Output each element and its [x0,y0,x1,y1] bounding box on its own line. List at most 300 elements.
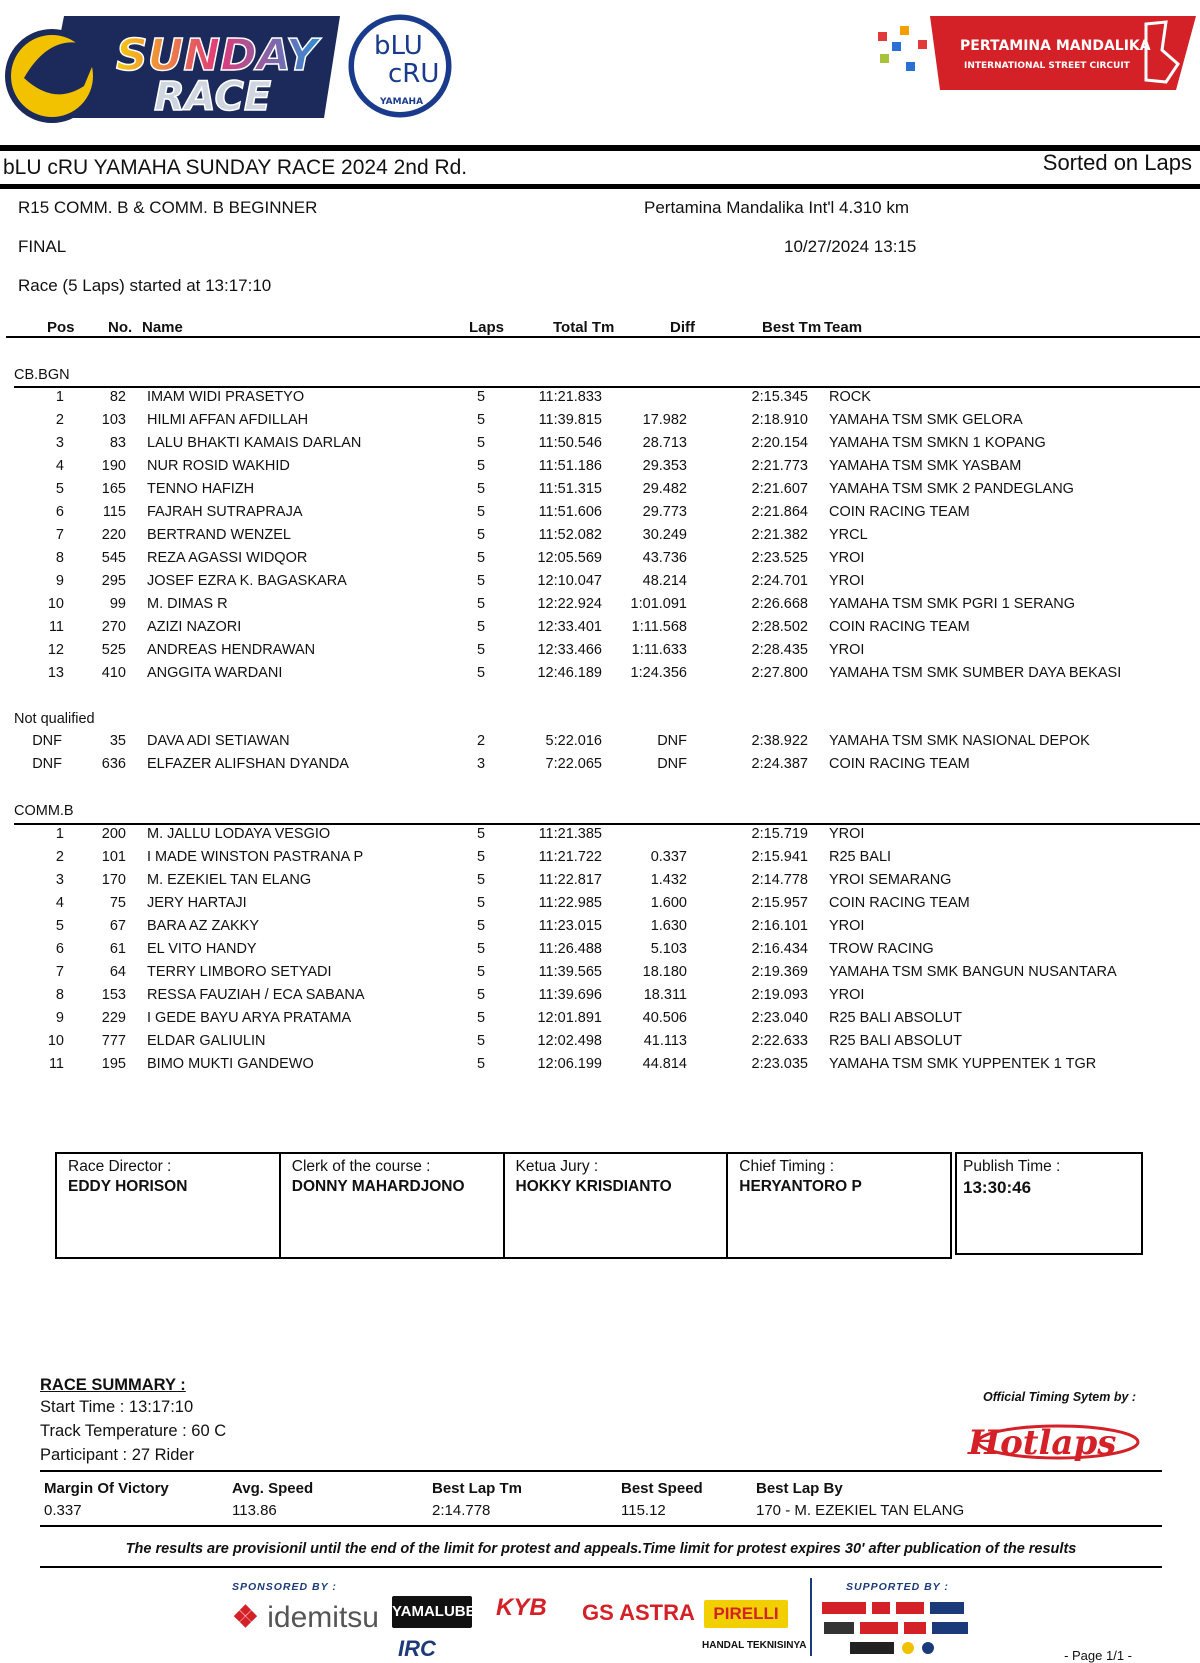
cell-name: JOSEF EZRA K. BAGASKARA [147,573,347,589]
official-clerk [281,1154,505,1257]
cell-laps: 5 [476,481,486,497]
group-underline [14,823,1200,825]
cell-no: 153 [101,987,126,1003]
cell-pos: 5 [55,481,64,497]
cell-pos: 12 [47,642,64,658]
result-row [0,987,1200,1010]
cell-total: 12:06.199 [537,1056,602,1072]
cell-name: NUR ROSID WAKHID [147,458,290,474]
result-row [0,1010,1200,1033]
cell-diff: 28.713 [642,435,687,451]
cell-team: COIN RACING TEAM [829,895,970,911]
supporter-logos [820,1600,980,1656]
cell-best: 2:14.778 [751,872,808,888]
publish-time-box [955,1152,1143,1255]
stat-label-best-lap: Best Lap Tm [432,1480,523,1497]
cell-pos: DNF [32,756,62,772]
cell-diff: 44.814 [642,1056,687,1072]
cell-no: 200 [101,826,126,842]
cell-laps: 5 [476,665,486,681]
group-underline [14,386,1200,388]
cell-pos: 7 [55,964,64,980]
stat-label-margin: Margin Of Victory [44,1480,169,1497]
officials-box [55,1152,952,1259]
cell-total: 11:39.565 [538,964,602,980]
cell-diff: 41.113 [643,1033,687,1049]
cell-no: 545 [101,550,126,566]
cell-total: 11:52.082 [538,527,602,543]
official-name: EDDY HORISON [68,1178,188,1195]
cell-diff: 40.506 [642,1010,687,1026]
cell-no: 777 [101,1033,126,1049]
cell-total: 11:50.546 [538,435,602,451]
cell-name: I MADE WINSTON PASTRANA P [147,849,364,865]
cell-diff: 43.736 [642,550,687,566]
cell-total: 12:10.047 [537,573,602,589]
sort-indicator: Sorted on Laps [1042,150,1192,175]
stat-value-margin: 0.337 [44,1502,82,1519]
summary-start-time: Start Time : 13:17:10 [40,1398,194,1416]
cell-total: 11:21.722 [538,849,602,865]
cell-pos: 4 [55,458,64,474]
cell-diff: 29.773 [642,504,687,520]
cell-best: 2:21.864 [751,504,808,520]
cell-pos: DNF [32,733,62,749]
sunday-logo-text: SUNDAY [116,30,318,81]
cell-no: 410 [101,665,126,681]
cell-diff: DNF [657,756,687,772]
cell-no: 99 [109,596,126,612]
cell-team: YAMAHA TSM SMK BANGUN NUSANTARA [829,964,1117,980]
cell-team: YAMAHA TSM SMK SUMBER DAYA BEKASI [829,665,1122,681]
cell-total: 11:51.315 [538,481,602,497]
cell-team: YROI [829,550,865,566]
cell-pos: 9 [55,573,64,589]
cell-best: 2:15.719 [751,826,808,842]
official-role: Chief Timing : [739,1158,835,1175]
cell-diff: 1:11.568 [631,619,687,635]
cell-diff: 29.482 [642,481,687,497]
cell-name: M. DIMAS R [147,596,228,612]
cell-name: BIMO MUKTI GANDEWO [147,1056,314,1072]
cell-diff: 18.311 [643,987,687,1003]
supported-by-label: SUPPORTED BY : [846,1581,949,1593]
cell-team: YAMAHA TSM SMK YUPPENTEK 1 TGR [829,1056,1097,1072]
cell-total: 12:46.189 [537,665,602,681]
cell-team: COIN RACING TEAM [829,619,970,635]
cell-laps: 2 [476,733,486,749]
cell-team: YAMAHA TSM SMK PGRI 1 SERANG [829,596,1076,612]
cell-laps: 5 [476,895,486,911]
cell-team: YAMAHA TSM SMK NASIONAL DEPOK [829,733,1090,749]
cell-laps: 5 [476,527,486,543]
col-name: Name [142,319,183,336]
cell-team: R25 BALI ABSOLUT [829,1010,962,1026]
cell-diff: 1:11.633 [631,642,687,658]
cell-name: TERRY LIMBORO SETYADI [147,964,332,980]
cell-no: 636 [101,756,126,772]
cell-best: 2:19.369 [751,964,808,980]
cell-laps: 5 [476,918,486,934]
cell-total: 11:21.385 [538,826,602,842]
cell-pos: 11 [48,1056,64,1072]
cell-team: YRCL [829,527,868,543]
cell-best: 2:23.035 [751,1056,808,1072]
col-best: Best Tm [762,319,822,336]
stat-value-best-speed: 115.12 [621,1502,666,1519]
cell-name: AZIZI NAZORI [147,619,242,635]
cell-no: 190 [101,458,126,474]
cell-total: 11:51.606 [538,504,602,520]
cell-no: 195 [101,1056,126,1072]
result-row [0,964,1200,987]
cell-no: 115 [102,504,126,520]
cell-total: 12:22.924 [537,596,602,612]
cell-best: 2:20.154 [751,435,808,451]
cell-name: I GEDE BAYU ARYA PRATAMA [147,1010,352,1026]
cell-no: 82 [109,389,126,405]
cell-total: 11:21.833 [538,389,602,405]
cell-laps: 5 [476,550,486,566]
cell-total: 11:39.815 [538,412,602,428]
result-row [0,826,1200,849]
race-logo-text: RACE [154,74,272,120]
cell-total: 12:33.466 [537,642,602,658]
disclaimer: The results are provisionil until the end of the limit for protest and appeals.Time limit for protest expires 30' after publication of the results [125,1541,1077,1557]
cell-no: 101 [101,849,126,865]
cell-pos: 6 [55,941,64,957]
cell-pos: 10 [47,1033,64,1049]
cell-diff: 0.337 [650,849,687,865]
result-row [0,527,1200,550]
official-role: Clerk of the course : [291,1158,431,1175]
cell-laps: 5 [476,826,486,842]
cell-team: R25 BALI ABSOLUT [829,1033,962,1049]
cell-total: 11:23.015 [538,918,602,934]
sunday-race-logo [4,6,340,124]
sponsored-by-label: SPONSORED BY : [232,1581,337,1593]
cell-pos: 6 [55,504,64,520]
cell-team: TROW RACING [829,941,934,957]
cell-laps: 5 [476,964,486,980]
cell-no: 170 [101,872,126,888]
result-row [0,481,1200,504]
cell-name: M. EZEKIEL TAN ELANG [147,872,312,888]
cell-best: 2:24.387 [751,756,808,772]
official-ketua-jury [505,1154,729,1257]
cell-laps: 5 [476,642,486,658]
result-row [0,550,1200,573]
cell-no: 220 [101,527,126,543]
cell-team: YAMAHA TSM SMK GELORA [829,412,1023,428]
cell-best: 2:26.668 [751,596,808,612]
cell-best: 2:16.434 [751,941,808,957]
cell-name: TENNO HAFIZH [147,481,255,497]
cell-name: ANGGITA WARDANI [147,665,283,681]
col-team: Team [824,319,863,336]
cell-pos: 2 [55,849,64,865]
cell-best: 2:28.502 [751,619,808,635]
cell-total: 11:39.696 [538,987,602,1003]
hotlaps-logo [962,1414,1146,1468]
cell-best: 2:15.957 [751,895,808,911]
cell-best: 2:27.800 [751,665,808,681]
cell-team: R25 BALI [829,849,892,865]
race-summary-title: RACE SUMMARY : [40,1376,186,1394]
cell-best: 2:21.382 [751,527,808,543]
cell-total: 11:26.488 [538,941,602,957]
cell-pos: 8 [55,987,64,1003]
cell-team: YAMAHA TSM SMK 2 PANDEGLANG [829,481,1074,497]
cell-laps: 5 [476,941,486,957]
result-row [0,1056,1200,1079]
result-row [0,573,1200,596]
cell-name: JERY HARTAJI [147,895,247,911]
cell-no: 229 [101,1010,126,1026]
cell-team: YROI [829,573,865,589]
cell-no: 67 [109,918,126,934]
cell-best: 2:21.773 [751,458,808,474]
cell-no: 165 [101,481,126,497]
cell-laps: 5 [476,435,486,451]
col-pos: Pos [47,319,75,336]
cell-name: REZA AGASSI WIDQOR [147,550,308,566]
cell-pos: 13 [47,665,64,681]
summary-rule-mid [40,1525,1162,1527]
header-rule [0,145,1200,151]
cell-laps: 5 [476,872,486,888]
cell-team: YAMAHA TSM SMK YASBAM [829,458,1022,474]
cell-name: LALU BHAKTI KAMAIS DARLAN [147,435,362,451]
cell-diff: 1.630 [650,918,687,934]
cell-laps: 5 [476,596,486,612]
stat-label-avg-speed: Avg. Speed [232,1480,314,1497]
not-qualified-row [0,733,1200,756]
cell-team: YROI SEMARANG [829,872,952,888]
cell-pos: 3 [55,872,64,888]
col-diff: Diff [670,319,695,336]
stat-label-best-speed: Best Speed [621,1480,703,1497]
cell-no: 35 [109,733,126,749]
svg-text:YAMAHA: YAMAHA [380,97,424,107]
gs-astra-logo: GS ASTRA [582,1600,695,1625]
cell-no: 525 [101,642,126,658]
irc-logo: IRC [398,1636,436,1661]
cell-laps: 5 [476,987,486,1003]
stat-label-best-lap-by: Best Lap By [756,1480,843,1497]
cell-laps: 5 [476,849,486,865]
col-no: No. [108,319,133,336]
cell-total: 11:22.985 [538,895,602,911]
result-row [0,504,1200,527]
official-role: Ketua Jury : [515,1158,599,1175]
cell-diff: 1.432 [650,872,687,888]
cell-name: BERTRAND WENZEL [147,527,291,543]
stat-value-avg-speed: 113.86 [232,1502,277,1519]
cell-total: 12:33.401 [537,619,602,635]
result-row [0,642,1200,665]
idemitsu-logo: ❖ idemitsu [232,1601,379,1634]
page-number: - Page 1/1 - [1064,1648,1132,1663]
pirelli-logo: PIRELLI [704,1600,788,1628]
cell-pos: 3 [55,435,64,451]
cell-pos: 1 [55,826,64,842]
cell-team: YROI [829,642,865,658]
cell-total: 7:22.065 [545,756,602,772]
cell-no: 75 [109,895,126,911]
cell-total: 12:02.498 [537,1033,602,1049]
cell-diff: 29.353 [642,458,687,474]
official-name: HERYANTORO P [739,1178,862,1195]
title-rule [0,184,1200,189]
cell-total: 11:22.817 [538,872,602,888]
publish-label: Publish Time : [963,1158,1061,1175]
result-row [0,435,1200,458]
race-class: R15 COMM. B & COMM. B BEGINNER [18,198,318,217]
cell-best: 2:22.633 [751,1033,808,1049]
svg-text:bLU: bLU [374,31,423,61]
cell-best: 2:15.345 [751,389,808,405]
cell-no: 64 [109,964,126,980]
cell-pos: 8 [55,550,64,566]
cell-diff: 1:01.091 [630,596,687,612]
cell-laps: 5 [476,573,486,589]
publish-time: 13:30:46 [963,1178,1032,1197]
cell-laps: 5 [476,389,486,405]
col-laps: Laps [469,319,505,336]
cell-best: 2:21.607 [751,481,808,497]
summary-rule-top [40,1470,1162,1472]
cell-name: HILMI AFFAN AFDILLAH [147,412,309,428]
cell-team: YAMAHA TSM SMKN 1 KOPANG [829,435,1046,451]
cell-name: EL VITO HANDY [147,941,257,957]
cell-best: 2:15.941 [751,849,808,865]
cell-pos: 10 [47,596,64,612]
kyb-logo: KYB [496,1594,547,1621]
result-row [0,389,1200,412]
cell-name: RESSA FAUZIAH / ECA SABANA [147,987,365,1003]
cell-diff: 48.214 [642,573,687,589]
cell-diff: 1.600 [650,895,687,911]
cell-diff: 1:24.356 [630,665,687,681]
session-name: FINAL [18,237,67,256]
result-row [0,1033,1200,1056]
cell-team: ROCK [829,389,871,405]
cell-team: COIN RACING TEAM [829,504,970,520]
official-name: DONNY MAHARDJONO [291,1178,465,1195]
stat-value-best-lap: 2:14.778 [432,1502,491,1519]
result-row [0,619,1200,642]
summary-rule-bottom [40,1566,1162,1568]
result-row [0,872,1200,895]
cell-laps: 5 [476,458,486,474]
svg-text:PERTAMINA MANDALIKA: PERTAMINA MANDALIKA [960,38,1151,54]
not-qualified-label: Not qualified [14,711,95,727]
summary-track-temp: Track Temperature : 60 C [40,1422,227,1440]
cell-best: 2:16.101 [751,918,808,934]
cell-best: 2:19.093 [751,987,808,1003]
cell-best: 2:24.701 [751,573,808,589]
cell-name: DAVA ADI SETIAWAN [147,733,290,749]
idemitsu-mark-icon: ❖ [232,1601,259,1634]
col-total: Total Tm [553,319,615,336]
cell-best: 2:18.910 [751,412,808,428]
blu-cru-logo [344,4,456,128]
cell-total: 12:05.569 [537,550,602,566]
svg-text:Hotlaps: Hotlaps [968,1423,1117,1463]
result-row [0,941,1200,964]
cell-best: 2:28.435 [751,642,808,658]
cell-total: 12:01.891 [537,1010,602,1026]
pertamina-mandalika-logo [870,10,1196,92]
cell-name: M. JALLU LODAYA VESGIO [147,826,331,842]
cell-diff: 17.982 [642,412,687,428]
svg-text:cRU: cRU [388,59,440,89]
result-row [0,895,1200,918]
session-datetime: 10/27/2024 13:15 [784,237,917,256]
group-label-comm-b: COMM.B [14,803,74,819]
stat-value-best-lap-by: 170 - M. EZEKIEL TAN ELANG [756,1502,965,1519]
cell-no: 295 [101,573,126,589]
cell-laps: 5 [476,1033,486,1049]
cell-laps: 5 [476,412,486,428]
cell-pos: 7 [55,527,64,543]
race-info: Race (5 Laps) started at 13:17:10 [18,276,272,295]
cell-total: 11:51.186 [538,458,602,474]
cell-pos: 1 [55,389,64,405]
cell-team: YROI [829,987,865,1003]
yamalube-logo: YAMALUBE [392,1596,472,1628]
handal-logo: HANDAL TEKNISINYA [702,1640,807,1651]
cell-laps: 3 [476,756,486,772]
summary-participants: Participant : 27 Rider [40,1446,195,1464]
cell-name: ELDAR GALIULIN [147,1033,266,1049]
result-row [0,412,1200,435]
cell-no: 270 [101,619,126,635]
circuit-name: Pertamina Mandalika Int'l 4.310 km [644,198,909,217]
cell-best: 2:23.525 [751,550,808,566]
group-label-cb-bgn: CB.BGN [14,367,70,383]
cell-team: COIN RACING TEAM [829,756,970,772]
sponsor-divider [810,1578,812,1656]
cell-pos: 11 [48,619,64,635]
cell-name: ELFAZER ALIFSHAN DYANDA [147,756,349,772]
result-row [0,458,1200,481]
cell-pos: 2 [55,412,64,428]
cell-no: 61 [109,941,126,957]
official-name: HOKKY KRISDIANTO [515,1178,672,1195]
cell-diff: 5.103 [650,941,687,957]
not-qualified-row [0,756,1200,779]
svg-text:INTERNATIONAL STREET CIRCUIT: INTERNATIONAL STREET CIRCUIT [964,61,1130,71]
result-row [0,849,1200,872]
official-chief-timing [728,1154,950,1257]
result-row [0,596,1200,619]
cell-laps: 5 [476,619,486,635]
cell-name: ANDREAS HENDRAWAN [147,642,316,658]
cell-laps: 5 [476,1056,486,1072]
cell-laps: 5 [476,1010,486,1026]
timing-system-label: Official Timing Sytem by : [983,1390,1137,1404]
cell-name: FAJRAH SUTRAPRAJA [147,504,303,520]
cell-pos: 4 [55,895,64,911]
cell-team: YROI [829,918,865,934]
cell-pos: 5 [55,918,64,934]
cell-name: BARA AZ ZAKKY [147,918,260,934]
page-title: bLU cRU YAMAHA SUNDAY RACE 2024 2nd Rd. [3,156,468,179]
cell-team: YROI [829,826,865,842]
cell-diff: 30.249 [642,527,687,543]
